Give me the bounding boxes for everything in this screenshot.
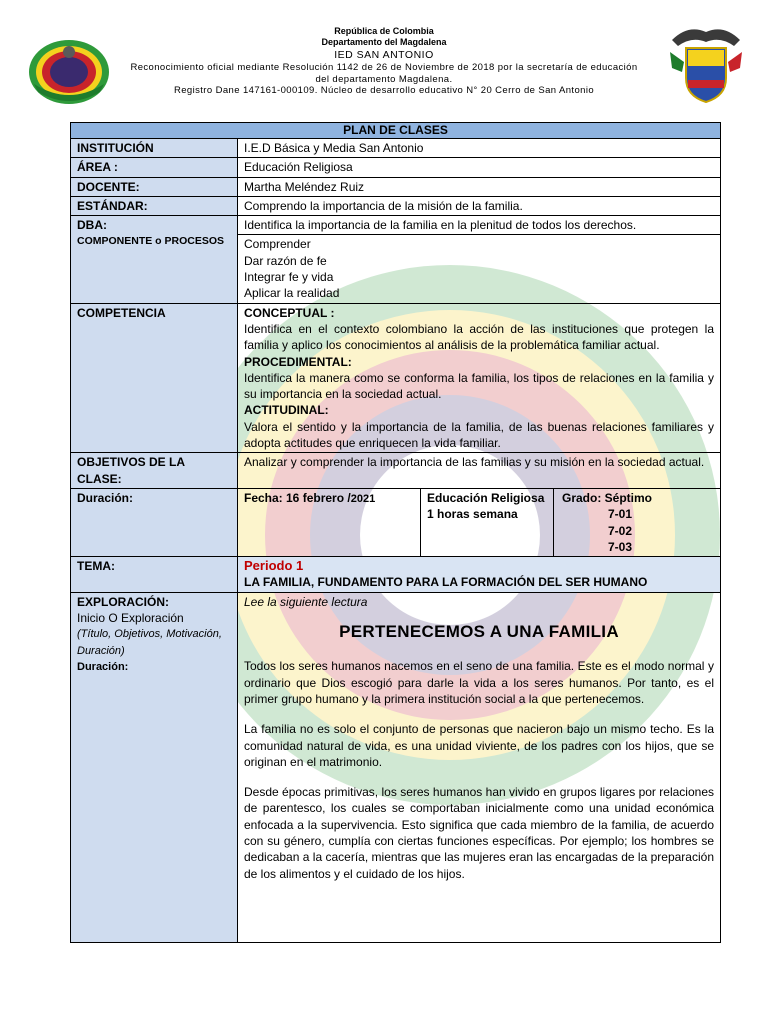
tema-label: TEMA: xyxy=(71,557,238,593)
institucion-value: I.E.D Básica y Media San Antonio xyxy=(238,139,721,158)
reading-title: PERTENECEMOS A UNA FAMILIA xyxy=(339,622,619,642)
componente-list xyxy=(238,235,721,303)
subject-name: Educación Religiosa xyxy=(427,490,545,505)
tema-value xyxy=(238,557,721,593)
docente-label: DOCENTE: xyxy=(71,177,238,196)
actitudinal-text: Valora el sentido y la importancia de la familia, de las buenas relaciones familiares y adopta actitudes que enriquecen la vida familiar. xyxy=(244,419,714,451)
grupo-item: 7-03 xyxy=(608,539,633,554)
reading-paragraph: La familia no es solo el conjunto de personas que nacieron bajo un mismo techo. Es la comunidad natural de vida, es una unidad viviente, de los padres con los hijos, que se originan en el matrimonio. xyxy=(244,722,714,769)
lectura-intro: Lee la siguiente lectura xyxy=(244,594,368,609)
fecha-label: Fecha: 16 febrero / xyxy=(244,490,351,505)
document-header xyxy=(0,26,768,97)
exploracion-cell xyxy=(71,592,238,942)
objetivos-value: Analizar y comprender la importancia de las familias y su misión en la sociedad actual. xyxy=(238,453,721,489)
fecha-cell xyxy=(238,488,421,556)
grupo-item: 7-01 xyxy=(608,507,633,522)
recognition-line-1: Reconocimiento oficial mediante Resolución 1142 de 26 de Noviembre de 2018 por la secretaría de educación xyxy=(130,61,638,73)
exploracion-label: EXPLORACIÓN: xyxy=(77,594,170,609)
area-value: Educación Religiosa xyxy=(238,158,721,177)
duracion-label: Duración: xyxy=(71,488,238,556)
institucion-label: INSTITUCIÓN xyxy=(71,139,238,158)
procedimental-text: Identifica la manera como se conforma la familia, los tipos de relaciones en la familia y su importancia en la sociedad actual. xyxy=(244,370,714,402)
list-item: Dar razón de fe xyxy=(244,253,327,268)
objetivos-label: OBJETIVOS DE LA CLASE: xyxy=(71,453,238,489)
subject-cell xyxy=(421,488,554,556)
institution-line: IED SAN ANTONIO xyxy=(334,48,434,61)
plan-title: PLAN DE CLASES xyxy=(71,123,721,139)
list-item: Aplicar la realidad xyxy=(244,286,340,301)
inicio-label: Inicio O Exploración xyxy=(77,611,184,626)
procedimental-label: PROCEDIMENTAL: xyxy=(244,354,352,369)
area-label: ÁREA : xyxy=(71,158,238,177)
docente-value: Martha Meléndez Ruiz xyxy=(238,177,721,196)
grupo-item: 7-02 xyxy=(608,523,633,538)
list-item: Integrar fe y vida xyxy=(244,270,334,285)
inicio-detail: (Título, Objetivos, Motivación, Duración) xyxy=(77,628,222,657)
fecha-year: 2021 xyxy=(350,492,376,505)
dba-cell xyxy=(71,216,238,303)
dba-value: Identifica la importancia de la familia en la plenitud de todos los derechos. xyxy=(238,216,721,235)
lesson-plan-table xyxy=(70,122,721,943)
dba-label: DBA: xyxy=(77,218,107,233)
list-item: Comprender xyxy=(244,237,311,252)
reading-paragraph: Todos los seres humanos nacemos en el seno de una familia. Este es el modo normal y ordinario que Dios escogió para darle la vida a los seres humanos. Por tanto, es el primer grupo humano y la primera institución social a la que pertenecemos. xyxy=(244,659,714,706)
hours-per-week: 1 horas semana xyxy=(427,507,518,522)
estandar-value: Comprendo la importancia de la misión de la familia. xyxy=(238,196,721,215)
estandar-label: ESTÁNDAR: xyxy=(71,196,238,215)
grado-label: Grado: Séptimo xyxy=(562,490,653,505)
competencia-label: COMPETENCIA xyxy=(71,303,238,453)
reading-paragraph: Desde épocas primitivas, los seres humanos han vivido en grupos ligares por relaciones de parentesco, los cuales se comportaban inicialmente como una unidad económica enfocada a la supervivencia. Esto significa que cada miembro de la familia, de acuerdo con su género, cumplía con ciertas funciones específicas. Por ejemplo; los hombres se dedicaban a la cacería, mientras que las mujeres eran las encargadas de la preparación de los alimentos y el cuidado de los hijos. xyxy=(244,785,714,881)
registry-line: Registro Dane 147161-000109. Núcleo de desarrollo educativo N° 20 Cerro de San Antonio xyxy=(173,85,595,97)
exploracion-content xyxy=(238,592,721,942)
componente-label: COMPONENTE o PROCESOS xyxy=(77,235,225,248)
country-line: República de Colombia xyxy=(334,26,434,36)
tema-text: LA FAMILIA, FUNDAMENTO PARA LA FORMACIÓN DEL SER HUMANO xyxy=(244,575,648,590)
actitudinal-label: ACTITUDINAL: xyxy=(244,403,329,418)
duracion2-label: Duración: xyxy=(77,660,129,673)
department-line: Departamento del Magdalena xyxy=(321,37,447,48)
recognition-line-2: del departamento Magdalena. xyxy=(315,73,453,85)
grado-cell xyxy=(554,488,721,556)
periodo-label: Periodo 1 xyxy=(244,558,304,574)
conceptual-label: CONCEPTUAL : xyxy=(244,305,335,320)
competencia-value xyxy=(238,303,721,453)
conceptual-text: Identifica en el contexto colombiano la acción de las instituciones que protegen la familia y aplico los conocimientos al análisis de la problemática familiar actual. xyxy=(244,321,714,353)
